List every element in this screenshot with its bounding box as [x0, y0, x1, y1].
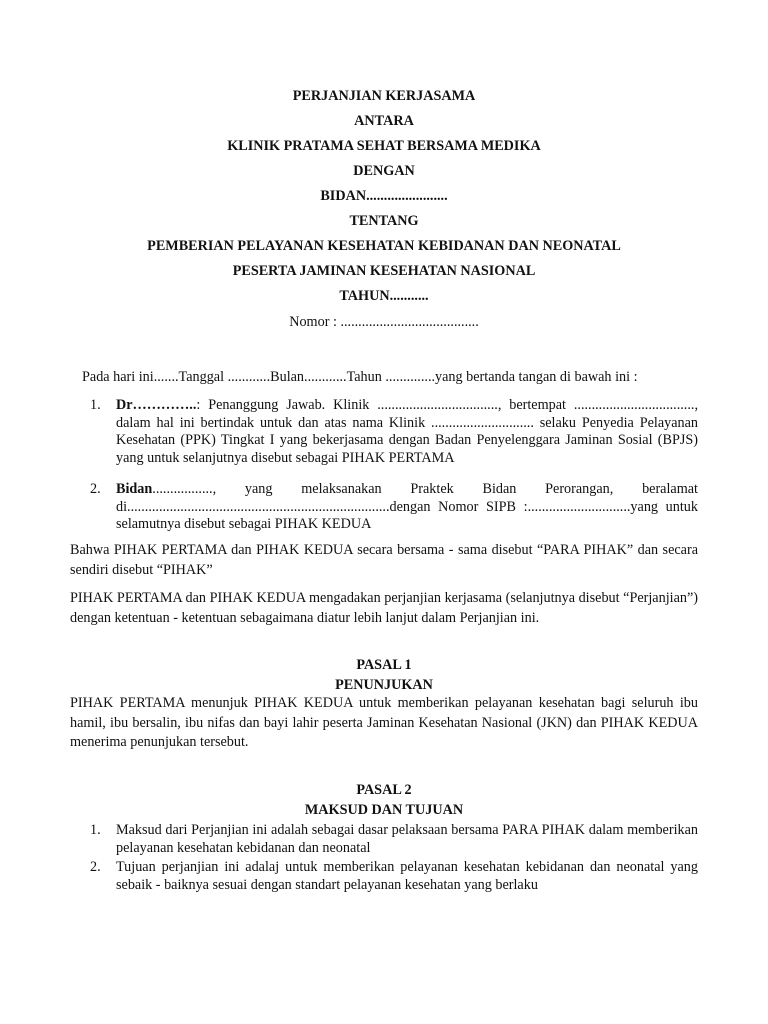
intro-text: Pada hari ini.......Tanggal ............Bulan............Tahun ..............yang bertanda tangan di bawah ini : — [82, 369, 638, 385]
list-text: Maksud dari Perjanjian ini adalah sebagai dasar pelaksaan bersama PARA PIHAK dalam memberikan pelayanan kesehatan kebidanan dan neonatal — [116, 822, 698, 856]
list-item — [70, 822, 698, 857]
pasal-2-title: MAKSUD DAN TUJUAN — [304, 802, 464, 818]
pasal-1-number: PASAL 1 — [356, 657, 412, 673]
party-text: : Penanggung Jawab. Klinik .................................., bertempat .................................., dalam hal ini bertindak untuk dan atas nama Klinik ............................. selaku Penyedia Pelayanan Kesehatan (PPK) Tingkat I yang bekerjasama dengan Badan Penyelenggara Jaminan Sosial (BPJS) yang untuk selanjutnya disebut sebagai PIHAK PERTAMA — [116, 397, 698, 466]
list-text: Tujuan perjanjian ini adalaj untuk memberikan pelayanan kesehatan kebidanan dan neonatal yang sebaik - baiknya sesuai dengan standart pelayanan kesehatan yang berlaku — [116, 859, 698, 893]
party-item — [70, 397, 698, 467]
pasal-1-title: PENUNJUKAN — [335, 677, 433, 693]
title-tentang: TENTANG — [349, 213, 419, 229]
title-tahun: TAHUN........... — [339, 288, 429, 304]
para-perjanjian: PIHAK PERTAMA dan PIHAK KEDUA mengadakan perjanjian kerjasama (selanjutnya disebut “Perjanjian”) dengan ketentuan - ketentuan sebagaimana diatur lebih lanjut dalam Perjanjian ini. — [70, 590, 698, 626]
list-item — [70, 859, 698, 894]
para-para-pihak: Bahwa PIHAK PERTAMA dan PIHAK KEDUA secara bersama - sama disebut “PARA PIHAK” dan secara sendiri disebut “PIHAK” — [70, 542, 698, 578]
title-antara: ANTARA — [354, 113, 414, 129]
party-number: 2. — [90, 481, 101, 497]
party-name: Bidan — [116, 481, 153, 497]
document-number: Nomor : ....................................... — [289, 314, 479, 330]
party-item — [70, 481, 698, 534]
title-dengan: DENGAN — [353, 163, 415, 179]
title-perjanjian: PERJANJIAN KERJASAMA — [292, 88, 476, 104]
title-subject: PEMBERIAN PELAYANAN KESEHATAN KEBIDANAN DAN NEONATAL — [147, 238, 621, 254]
pasal-1-text: PIHAK PERTAMA menunjuk PIHAK KEDUA untuk memberikan pelayanan kesehatan bagi seluruh ibu hamil, ibu bersalin, ibu nifas dan bayi lahir peserta Jaminan Kesehatan Nasional (JKN) dan PIHAK KEDUA menerima penunjukan tersebut. — [70, 695, 698, 750]
party-name: Dr………….. — [116, 397, 197, 413]
title-peserta: PESERTA JAMINAN KESEHATAN NASIONAL — [232, 263, 536, 279]
title-klinik: KLINIK PRATAMA SEHAT BERSAMA MEDIKA — [227, 138, 541, 154]
title-bidan: BIDAN....................... — [320, 188, 448, 204]
party-text: ................., yang melaksanakan Praktek Bidan Perorangan, beralamat di..........................................................................dengan Nomor SIPB :.............................yang untuk selamutnya disebut sebagai PIHAK KEDUA — [116, 481, 698, 532]
party-number: 1. — [90, 397, 101, 413]
list-number: 2. — [90, 859, 101, 875]
list-number: 1. — [90, 822, 101, 838]
pasal-2-number: PASAL 2 — [356, 782, 412, 798]
